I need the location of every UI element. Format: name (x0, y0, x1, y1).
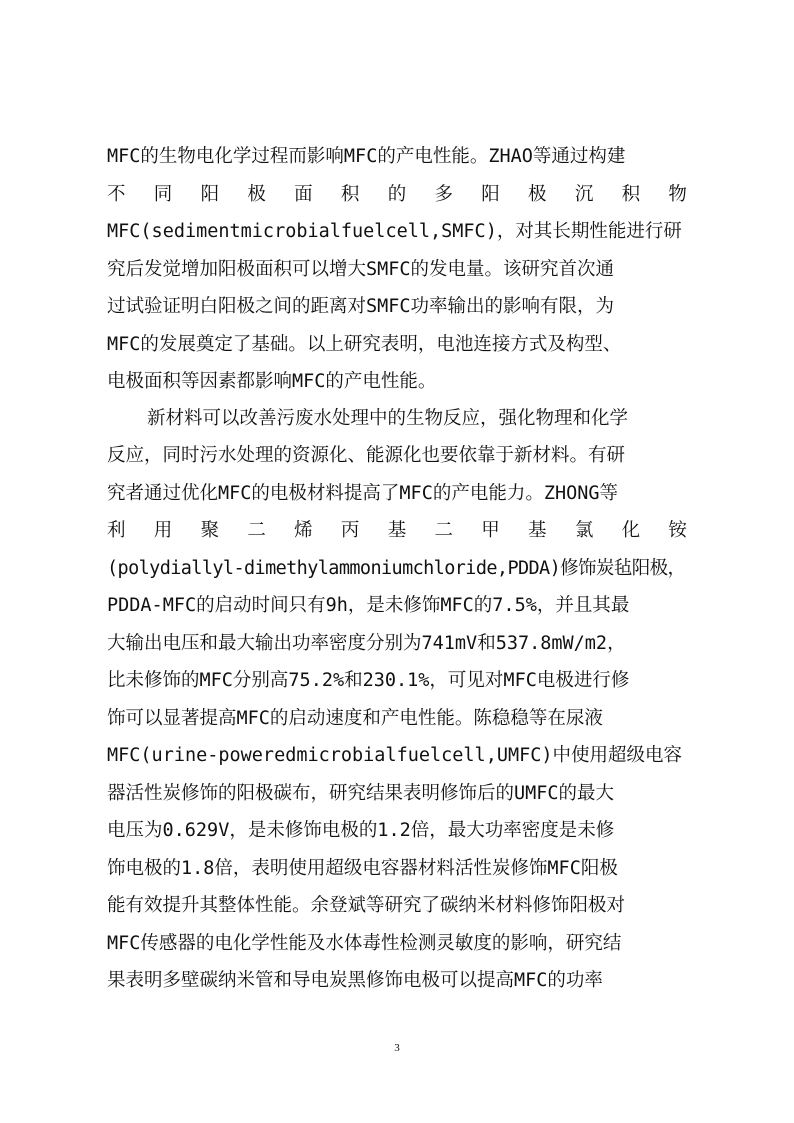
para1-line-5: 过试验证明白阳极之间的距离对SMFC功率输出的影响有限，为 (107, 296, 615, 317)
para1-line-4: 究后发觉增加阳极面积可以增大SMFC的发电量。该研究首次通 (107, 259, 615, 280)
para2-line-4-char: 二 (247, 520, 266, 541)
para2-line-4-char: 铵 (668, 520, 687, 541)
para2-line-4-char: 甲 (481, 520, 500, 541)
para2-line-2: 反应，同时污水处理的资源化、能源化也要依靠于新材料。有研 (107, 445, 626, 466)
para2-line-4-char: 基 (387, 520, 407, 541)
para1-line-7: 电极面积等因素都影响MFC的产电性能。 (107, 371, 437, 392)
para2-line-4-char: 聚 (200, 520, 220, 541)
para1-line-2-char: 同 (153, 184, 173, 205)
para2-line-5: (polydiallyl-dimethylammoniumchloride,PDDA)修饰炭毡阳极， (107, 558, 686, 579)
para2-line-7: 大输出电压和最大输出功率密度分别为741mV和537.8mW/m2， (107, 633, 626, 654)
para1-line-2-char: 物 (668, 184, 687, 205)
para2-line-4-char: 丙 (340, 520, 360, 541)
para2-line-12: 电压为0.629V，是未修饰电极的1.2倍，最大功率密度是未修 (107, 820, 615, 841)
para2-line-15: MFC传感器的电化学性能及水体毒性检测灵敏度的影响，研究结 (107, 933, 622, 954)
para1-line-1: MFC的生物电化学过程而影响MFC的产电性能。ZHAO等通过构建 (107, 146, 626, 167)
para1-line-2-char: 阳 (481, 184, 500, 205)
para2-line-3: 究者通过优化MFC的电极材料提高了MFC的产电能力。ZHONG等 (107, 483, 619, 504)
para2-line-13: 饰电极的1.8倍，表明使用超级电容器材料活性炭修饰MFC阳极 (107, 858, 618, 879)
para1-line-3: MFC(sedimentmicrobialfuelcell,SMFC)，对其长期性能进行研 (107, 221, 682, 242)
para2-line-6: PDDA-MFC的启动时间只有9h，是未修饰MFC的7.5%，并且其最 (107, 595, 630, 616)
para1-line-2-char: 不 (107, 184, 126, 205)
para2-line-4-char: 用 (153, 520, 173, 541)
para2-line-4-char: 烯 (294, 520, 313, 541)
para1-line-2-char: 极 (247, 184, 266, 205)
para2-line-14: 能有效提升其整体性能。余登斌等研究了碳纳米材料修饰阳极对 (107, 895, 626, 916)
para1-line-2-char: 积 (621, 184, 641, 205)
para1-line-2-char: 面 (294, 184, 313, 205)
para2-line-9: 饰可以显著提高MFC的启动速度和产电性能。陈稳稳等在尿液 (107, 708, 603, 729)
para1-line-6: MFC的发展奠定了基础。以上研究表明，电池连接方式及构型、 (107, 334, 622, 355)
para2-line-4-char: 化 (621, 520, 641, 541)
page-number: 3 (394, 1042, 400, 1054)
para2-line-16: 果表明多壁碳纳米管和导电炭黑修饰电极可以提高MFC的功率 (107, 970, 603, 991)
para2-line-10: MFC(urine-poweredmicrobialfuelcell,UMFC)中使用超级电容 (107, 745, 683, 766)
para2-line-4-char: 二 (434, 520, 453, 541)
para2-line-4-char: 利 (107, 520, 126, 541)
para2-line-4-char: 基 (528, 520, 547, 541)
para2-line-11: 器活性炭修饰的阳极碳布，研究结果表明修饰后的UMFC的最大 (107, 783, 615, 804)
para1-line-2-char: 多 (434, 184, 453, 205)
para2-line-4 (107, 516, 687, 546)
para2-line-4-char: 氯 (574, 520, 594, 541)
para1-line-2-char: 沉 (574, 184, 594, 205)
para1-line-2-char: 极 (528, 184, 547, 205)
para2-line-1: 新材料可以改善污废水处理中的生物反应，强化物理和化学 (147, 408, 629, 429)
para1-line-2-char: 阳 (200, 184, 220, 205)
para1-line-2 (107, 180, 687, 210)
para1-line-2-char: 的 (387, 184, 407, 205)
para1-line-2-char: 积 (340, 184, 360, 205)
para2-line-8: 比未修饰的MFC分别高75.2%和230.1%，可见对MFC电极进行修 (107, 670, 630, 691)
